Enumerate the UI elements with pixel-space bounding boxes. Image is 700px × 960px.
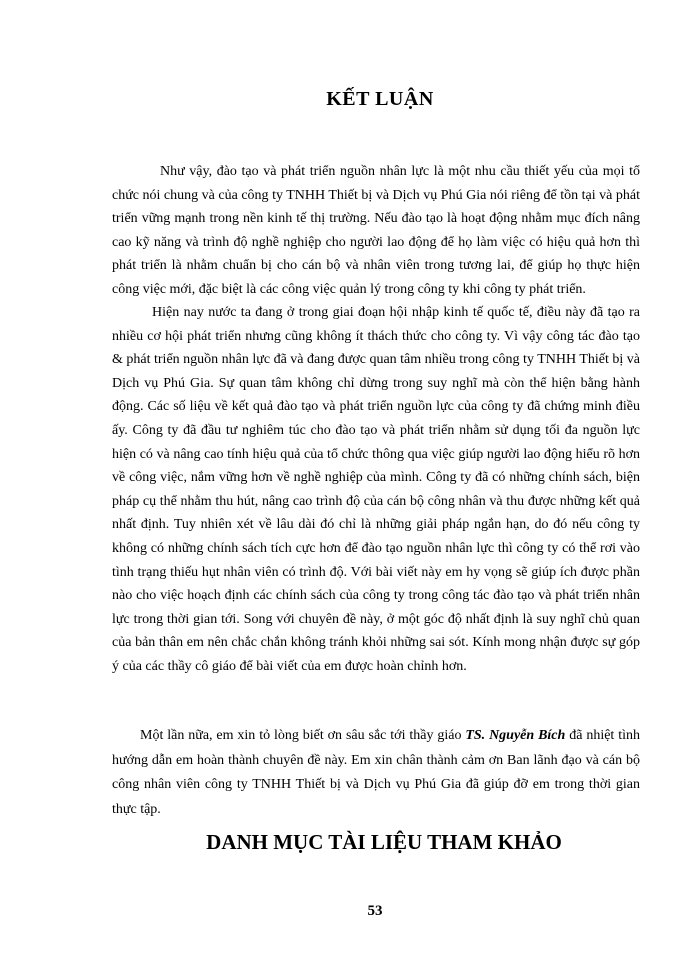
acknowledgement-paragraph xyxy=(112,724,640,822)
acknowledgement-text-end: đã nhiệt tình hướng dẫn em hoàn thành chuyên đề này. Em xin chân thành cảm ơn Ban lãnh đạo và cán bộ công nhân viên công ty TNHH Thiết bị và Dịch vụ Phú Gia đã giúp đỡ em trong thời gian thực tập. xyxy=(112,728,640,817)
acknowledgement-text-start: Một lần nữa, em xin tỏ lòng biết ơn sâu sắc tới thầy giáo xyxy=(140,728,466,743)
references-heading: DANH MỤC TÀI LIỆU THAM KHẢO xyxy=(206,830,562,854)
advisor-name: TS. Nguyễn Bích xyxy=(465,728,566,743)
page-number: 53 xyxy=(367,903,383,919)
conclusion-paragraph-2: Hiện nay nước ta đang ở trong giai đoạn hội nhập kinh tế quốc tế, điều này đã tạo ra nhiều cơ hội phát triển nhưng cũng không ít thách thức cho công ty. Vì vậy công tác đào tạo & phát triển nguồn nhân lực đã và đang được quan tâm nhiều trong công ty TNHH Thiết bị và Dịch vụ Phú Gia. Sự quan tâm không chỉ dừng trong suy nghĩ mà còn thể hiện bằng hành động. Các số liệu về kết quả đào tạo và phát triển nguồn lực của công ty đã chứng minh điều ấy. Công ty đã đầu tư nghiêm túc cho đào tạo và phát triển nhằm sử dụng tối đa nguồn lực hiện có và nâng cao tính hiệu quả của tổ chức thông qua việc giúp người lao động hiểu rõ hơn về công việc, nắm vững hơn về nghề nghiệp của mình. Công ty đã có những chính sách, biện pháp cụ thể nhằm thu hút, nâng cao trình độ của cán bộ công nhân và thu được những kết quả nhất định. Tuy nhiên xét về lâu dài đó chỉ là những giải pháp ngắn hạn, do đó nếu công ty không có những chính sách tích cực hơn để đào tạo nguồn nhân lực thì công ty có thể rơi vào tình trạng thiếu hụt nhân viên có trình độ. Với bài viết này em hy vọng sẽ giúp ích được phần nào cho việc hoạch định các chính sách của công ty trong công tác đào tạo và phát triển nhân lực trong thời gian tới. Song với chuyên đề này, ở một góc độ nhất định là suy nghĩ chủ quan của bản thân em nên chắc chắn không tránh khỏi những sai sót. Kính mong nhận được sự góp ý của các thầy cô giáo để bài viết của em được hoàn chỉnh hơn. xyxy=(112,305,640,674)
page-title: KẾT LUẬN xyxy=(326,88,434,110)
conclusion-paragraph-1: Như vậy, đào tạo và phát triển nguồn nhân lực là một nhu cầu thiết yếu của mọi tổ chức nói chung và của công ty TNHH Thiết bị và Dịch vụ Phú Gia nói riêng để tồn tại và phát triển vững mạnh trong nền kinh tế thị trường. Nếu đào tạo là hoạt động nhằm mục đích nâng cao kỹ năng và trình độ nghề nghiệp cho người lao động để họ làm việc có hiệu quả hơn thì phát triển là nhằm chuẩn bị cho cán bộ và nhân viên trong tương lai, để giúp họ thực hiện công việc mới, đặc biệt là các công việc quản lý trong công ty khi công ty phát triển. xyxy=(112,164,640,297)
